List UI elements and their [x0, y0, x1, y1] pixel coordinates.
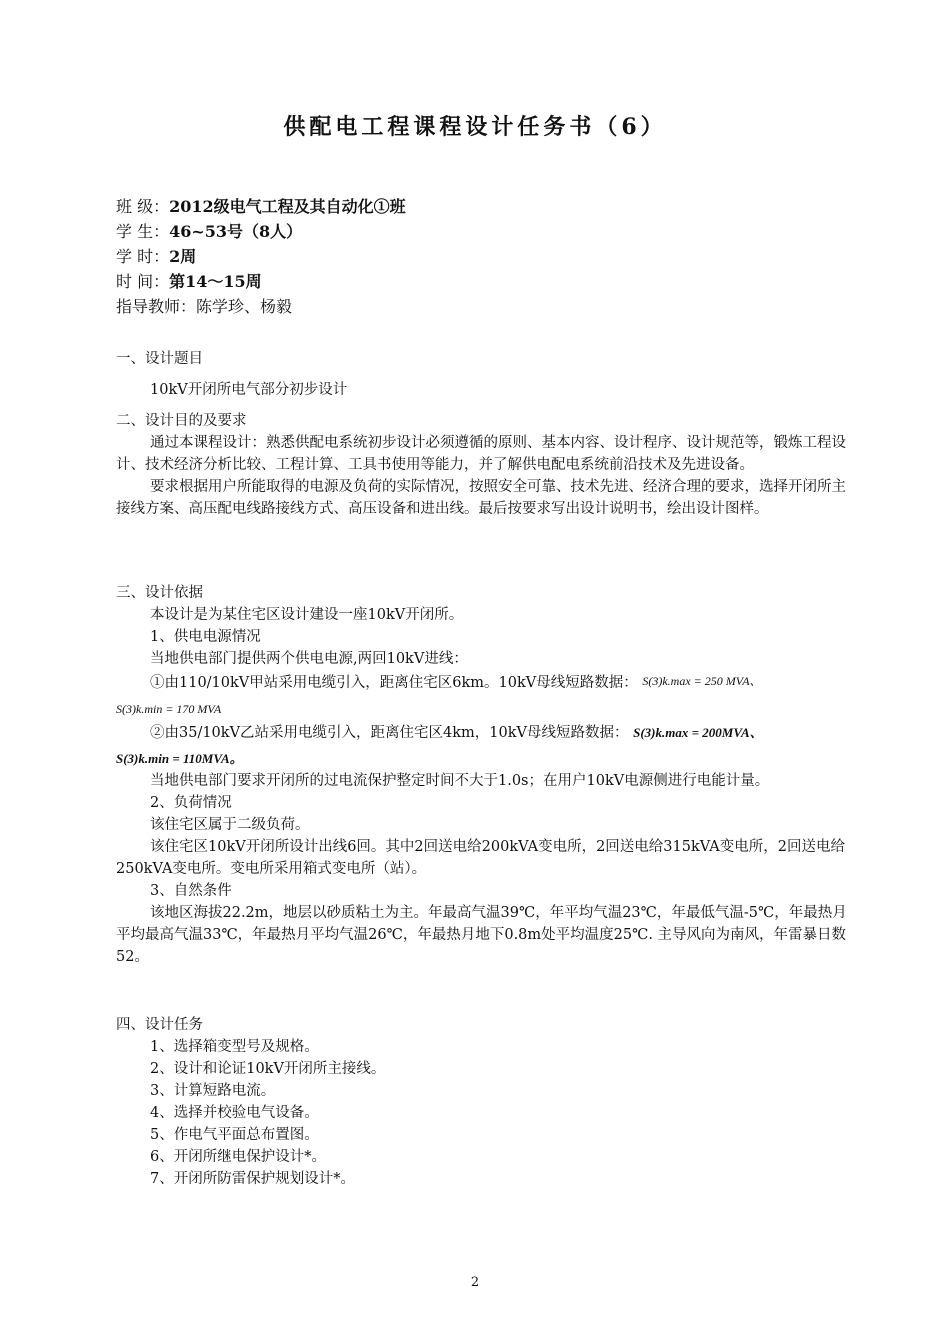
formula-a-min-row [116, 698, 856, 720]
source-a-text: ①由110/10kV甲站采用电缆引入，距离住宅区6km。10kV母线短路数据： [150, 675, 638, 691]
formula-a-max: S(3)k.max = 250 MVA、 [642, 674, 762, 688]
power-source-line-2 [116, 672, 856, 694]
section-2-heading: 二、设计目的及要求 [116, 413, 247, 429]
load-line-1: 该住宅区属于二级负荷。 [150, 817, 310, 833]
section-1-content: 10kV开闭所电气部分初步设计 [150, 382, 348, 398]
formula-b-min-row [116, 748, 856, 770]
nature-heading: 3、自然条件 [150, 883, 232, 899]
teacher-label: 指导教师： [116, 297, 197, 316]
section-1-heading: 一、设计题目 [116, 351, 203, 367]
section-3-intro: 本设计是为某住宅区设计建设一座10kV开闭所。 [150, 607, 464, 623]
section-3-heading: 三、设计依据 [116, 585, 203, 601]
source-b-text: ②由35/10kV乙站采用电缆引入，距离住宅区4km，10kV母线短路数据： [150, 725, 629, 741]
section-3 [116, 582, 856, 968]
protection-requirement: 当地供电部门要求开闭所的过电流保护整定时间不大于1.0s；在用户10kV电源侧进行电能计量。 [150, 773, 770, 789]
students-value: 46~53号（8人） [169, 222, 303, 241]
section-2-paragraph-2: 要求根据用户所能取得的电源及负荷的实际情况，按照安全可靠、技术先进、经济合理的要求，选择开闭所主接线方案、高压配电线路接线方式、高压设备和进出线。最后按要求写出设计说明书，绘出设计图样。 [116, 479, 846, 517]
nature-text: 该地区海拔22.2m，地层以砂质粘土为主。年最高气温39℃，年平均气温23℃，年最低气温-5℃，年最热月平均最高气温33℃，年最热月平均气温26℃，年最热月地下0.8m处平均温度25℃. 主导风向为南风，年雷暴日数52。 [116, 905, 847, 965]
task-item: 4、选择并校验电气设备。 [150, 1105, 319, 1121]
load-heading: 2、负荷情况 [150, 795, 232, 811]
power-source-line-3 [116, 722, 856, 744]
time-label: 时 间： [116, 272, 170, 291]
students-label: 学 生： [116, 222, 170, 241]
formula-b-max: S(3)k.max = 200MVA、 [633, 725, 763, 740]
page-number: 2 [470, 1275, 480, 1290]
task-item: 6、开闭所继电保护设计*。 [150, 1149, 326, 1165]
section-4 [116, 1014, 856, 1190]
power-source-heading: 1、供电电源情况 [150, 629, 261, 645]
time-row [116, 269, 406, 294]
page-title: 供配电工程课程设计任务书（6） [283, 114, 667, 140]
formula-b-min: S(3)k.min = 110MVA。 [116, 751, 243, 766]
section-2 [116, 410, 856, 520]
students-row [116, 219, 406, 244]
section-4-heading: 四、设计任务 [116, 1017, 203, 1033]
formula-a-min: S(3)k.min = 170 MVA [116, 702, 222, 716]
hours-label: 学 时： [116, 247, 170, 266]
time-value: 第14～15周 [169, 272, 262, 291]
class-row [116, 194, 406, 219]
hours-value: 2周 [169, 247, 197, 266]
task-item: 7、开闭所防雷保护规划设计*。 [150, 1171, 355, 1187]
class-label: 班 级： [116, 197, 170, 216]
load-line-2: 该住宅区10kV开闭所设计出线6回。其中2回送电给200kVA变电所，2回送电给315kVA变电所，2回送电给250kVA变电所。变电所采用箱式变电所（站）。 [116, 839, 845, 877]
task-item: 1、选择箱变型号及规格。 [150, 1039, 319, 1055]
power-source-line-1: 当地供电部门提供两个供电电源,两回10kV进线： [150, 651, 468, 667]
teacher-value: 陈学珍、杨毅 [196, 297, 293, 316]
task-item: 2、设计和论证10kV开闭所主接线。 [150, 1061, 386, 1077]
info-block [116, 194, 406, 319]
task-item: 5、作电气平面总布置图。 [150, 1127, 319, 1143]
teacher-row [116, 294, 406, 319]
hours-row [116, 244, 406, 269]
section-1 [116, 348, 856, 401]
class-value: 2012级电气工程及其自动化①班 [169, 197, 406, 216]
section-2-paragraph-1: 通过本课程设计：熟悉供配电系统初步设计必须遵循的原则、基本内容、设计程序、设计规范等，锻炼工程设计、技术经济分析比较、工程计算、工具书使用等能力，并了解供电配电系统前沿技术及先进设备。 [116, 435, 846, 473]
task-item: 3、计算短路电流。 [150, 1083, 276, 1099]
